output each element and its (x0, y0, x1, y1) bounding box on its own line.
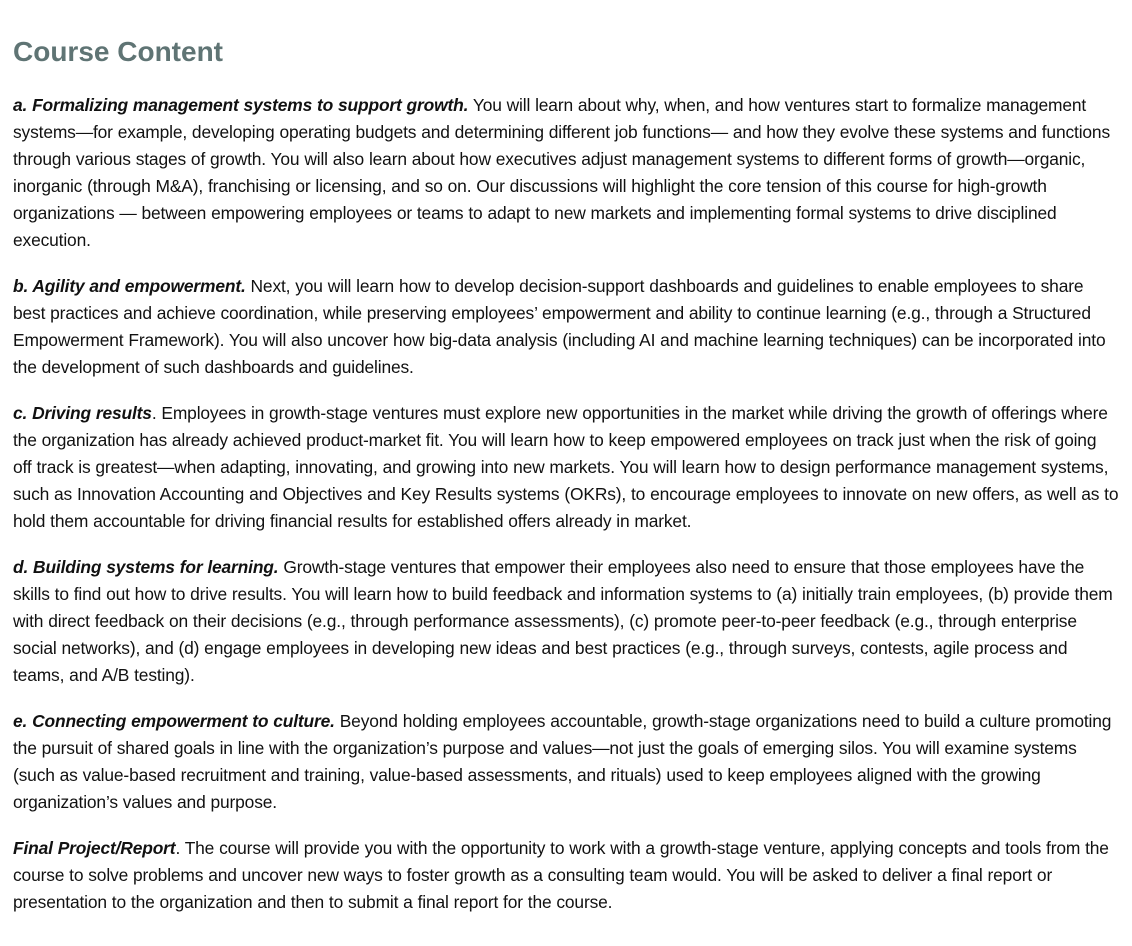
section-body: The course will provide you with the opportunity to work with a growth-stage venture, applying concepts and tools from the course to solve problems and uncover new ways to foster growth as a consulting team would. You will be asked to deliver a final report or presentation to the organization and then to submit a final report for the course. (13, 838, 1109, 912)
section-body: Next, you will learn how to develop decision-support dashboards and guidelines to enable employees to share best practices and achieve coordination, while preserving employees’ empowerment and ability to continue learning (e.g., through a Structured Empowerment Framework). You will also uncover how big-data analysis (including AI and machine learning techniques) can be incorporated into the development of such dashboards and guidelines. (13, 276, 1106, 377)
section-body: Employees in growth-stage ventures must explore new opportunities in the market while driving the growth of offerings where the organization has already achieved product-market fit. You will learn how to keep empowered employees on track just when the risk of going off track is greatest—when adapting, innovating, and growing into new markets. You will learn how to design performance management systems, such as Innovation Accounting and Objectives and Key Results systems (OKRs), to encourage employees to innovate on new offers, as well as to hold them accountable for driving financial results for established offers already in market. (13, 403, 1119, 531)
section-lead: b. Agility and empowerment. (13, 276, 246, 296)
section-body: Growth-stage ventures that empower their employees also need to ensure that those employees have the skills to find out how to drive results. You will learn how to build feedback and information systems to (a) initially train employees, (b) provide them with direct feedback on their decisions (e.g., through performance assessments), (c) promote peer-to-peer feedback (e.g., through enterprise social networks), and (d) engage employees in developing new ideas and best practices (e.g., through surveys, contests, agile process and teams, and A/B testing). (13, 557, 1113, 685)
section-driving-results (13, 400, 1119, 535)
section-body: You will learn about why, when, and how ventures start to formalize management systems—for example, developing operating budgets and determining different job functions— and how they evolve these systems and functions through various stages of growth. You will also learn about how executives adjust management systems to different forms of growth—organic, inorganic (through M&A), franchising or licensing, and so on. Our discussions will highlight the core tension of this course for high-growth organizations — between empowering employees or teams to adapt to new markets and implementing formal systems to drive disciplined execution. (13, 95, 1110, 250)
section-lead: d. Building systems for learning. (13, 557, 279, 577)
section-connecting-empowerment-culture (13, 708, 1119, 816)
section-lead: e. Connecting empowerment to culture. (13, 711, 335, 731)
section-lead: c. Driving results (13, 403, 152, 423)
course-content-page (13, 0, 1119, 916)
section-lead-punct: . (175, 838, 181, 858)
section-lead: Final Project/Report (13, 838, 176, 858)
section-agility-empowerment (13, 273, 1119, 381)
section-formalizing-management (13, 92, 1119, 254)
section-lead-punct: . (151, 403, 157, 423)
section-building-systems-learning (13, 554, 1119, 689)
section-body: Beyond holding employees accountable, growth-stage organizations need to build a culture promoting the pursuit of shared goals in line with the organization’s purpose and values—not just the goals of emerging silos. You will examine systems (such as value-based recruitment and training, value-based assessments, and rituals) used to keep employees aligned with the growing organization’s values and purpose. (13, 711, 1112, 812)
section-final-project-report (13, 835, 1119, 916)
section-lead: a. Formalizing management systems to support growth. (13, 95, 469, 115)
page-title: Course Content (13, 36, 223, 67)
